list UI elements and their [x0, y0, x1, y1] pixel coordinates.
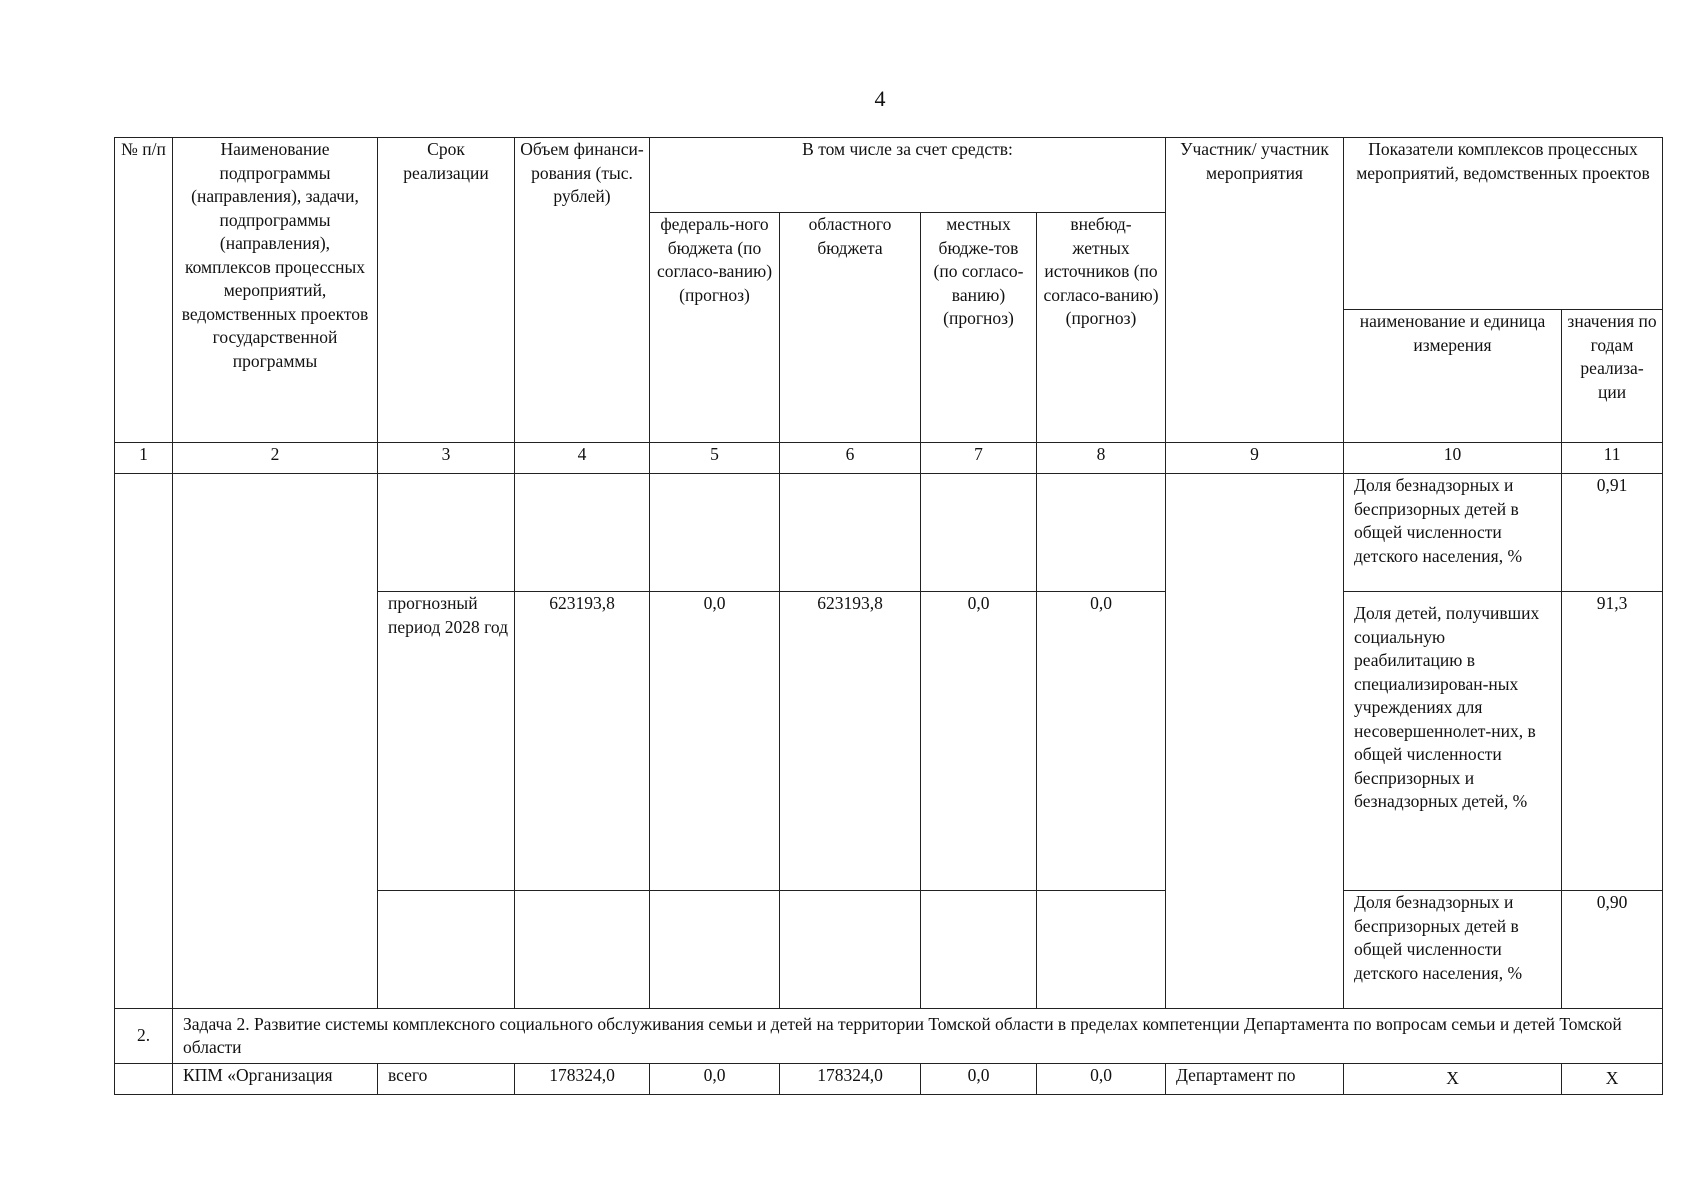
volume-cell	[515, 891, 650, 1009]
column-number: 7	[921, 443, 1037, 474]
header-name: Наименование подпрограммы (направления), задачи, подпрограммы (направления), комплексов процессных мероприятий, ведомственных проектов государственной программы	[173, 138, 378, 443]
header-extrabudget: внебюд-жетных источников (по согласо-ванию) (прогноз)	[1037, 213, 1166, 443]
extrabudget-cell: 0,0	[1037, 1064, 1166, 1095]
federal-cell: 0,0	[650, 592, 780, 891]
header-period: Срок реализации	[378, 138, 515, 443]
indicator-value-cell: Х	[1562, 1064, 1663, 1095]
column-number: 6	[780, 443, 921, 474]
column-number: 4	[515, 443, 650, 474]
row-number-cell	[115, 1064, 173, 1095]
volume-cell: 178324,0	[515, 1064, 650, 1095]
header-volume: Объем финанси-рования (тыс. рублей)	[515, 138, 650, 443]
period-cell	[378, 474, 515, 592]
regional-cell: 623193,8	[780, 592, 921, 891]
period-cell	[378, 891, 515, 1009]
indicator-name-cell: Доля безнадзорных и беспризорных детей в общей численности детского населения, %	[1344, 474, 1562, 592]
header-number: № п/п	[115, 138, 173, 443]
header-participant: Участник/ участник мероприятия	[1166, 138, 1344, 443]
period-cell: всего	[378, 1064, 515, 1095]
column-number: 2	[173, 443, 378, 474]
row-name-cell	[173, 474, 378, 1009]
column-number: 11	[1562, 443, 1663, 474]
page-number: 4	[874, 86, 886, 111]
name-cell: КПМ «Организация	[173, 1064, 378, 1095]
participant-cell: Департамент по	[1166, 1064, 1344, 1095]
regional-cell: 178324,0	[780, 1064, 921, 1095]
indicator-value-cell: 91,3	[1562, 592, 1663, 891]
federal-cell: 0,0	[650, 1064, 780, 1095]
participant-cell	[1166, 474, 1344, 1009]
federal-cell	[650, 891, 780, 1009]
task-number: 2.	[115, 1009, 173, 1064]
local-cell: 0,0	[921, 592, 1037, 891]
header-indicator-name: наименование и единица измерения	[1344, 310, 1562, 443]
extrabudget-cell	[1037, 891, 1166, 1009]
header-funding-group: В том числе за счет средств:	[650, 138, 1166, 213]
column-number: 3	[378, 443, 515, 474]
column-number: 5	[650, 443, 780, 474]
volume-cell	[515, 474, 650, 592]
column-number: 8	[1037, 443, 1166, 474]
federal-cell	[650, 474, 780, 592]
task-row	[115, 1009, 1663, 1064]
task-text: Задача 2. Развитие системы комплексного социального обслуживания семьи и детей на территории Томской области в пределах компетенции Департамента по вопросам семьи и детей Томской области	[173, 1009, 1663, 1064]
extrabudget-cell: 0,0	[1037, 592, 1166, 891]
program-table	[114, 137, 1663, 1095]
indicator-name-cell: Доля безнадзорных и беспризорных детей в общей численности детского населения, %	[1344, 891, 1562, 1009]
local-cell: 0,0	[921, 1064, 1037, 1095]
column-number: 9	[1166, 443, 1344, 474]
indicator-name-cell: Х	[1344, 1064, 1562, 1095]
extrabudget-cell	[1037, 474, 1166, 592]
column-number: 1	[115, 443, 173, 474]
indicator-value-cell: 0,91	[1562, 474, 1663, 592]
local-cell	[921, 891, 1037, 1009]
column-number: 10	[1344, 443, 1562, 474]
regional-cell	[780, 891, 921, 1009]
header-regional: областного бюджета	[780, 213, 921, 443]
header-local: местных бюдже-тов (по согласо-ванию) (прогноз)	[921, 213, 1037, 443]
header-federal: федераль-ного бюджета (по согласо-ванию) (прогноз)	[650, 213, 780, 443]
table-row	[115, 1064, 1663, 1095]
volume-cell: 623193,8	[515, 592, 650, 891]
indicator-value-cell: 0,90	[1562, 891, 1663, 1009]
local-cell	[921, 474, 1037, 592]
period-cell: прогнозный период 2028 год	[378, 592, 515, 891]
header-indicator-value: значения по годам реализа-ции	[1562, 310, 1663, 443]
regional-cell	[780, 474, 921, 592]
header-indicators-group: Показатели комплексов процессных мероприятий, ведомственных проектов	[1344, 138, 1663, 310]
row-number-cell	[115, 474, 173, 1009]
column-numbers-row	[115, 443, 1663, 474]
indicator-name-cell: Доля детей, получивших социальную реабилитацию в специализирован-ных учреждениях для несовершеннолет-них, в общей численности беспризорных и безнадзорных детей, %	[1344, 592, 1562, 891]
table-row	[115, 474, 1663, 592]
